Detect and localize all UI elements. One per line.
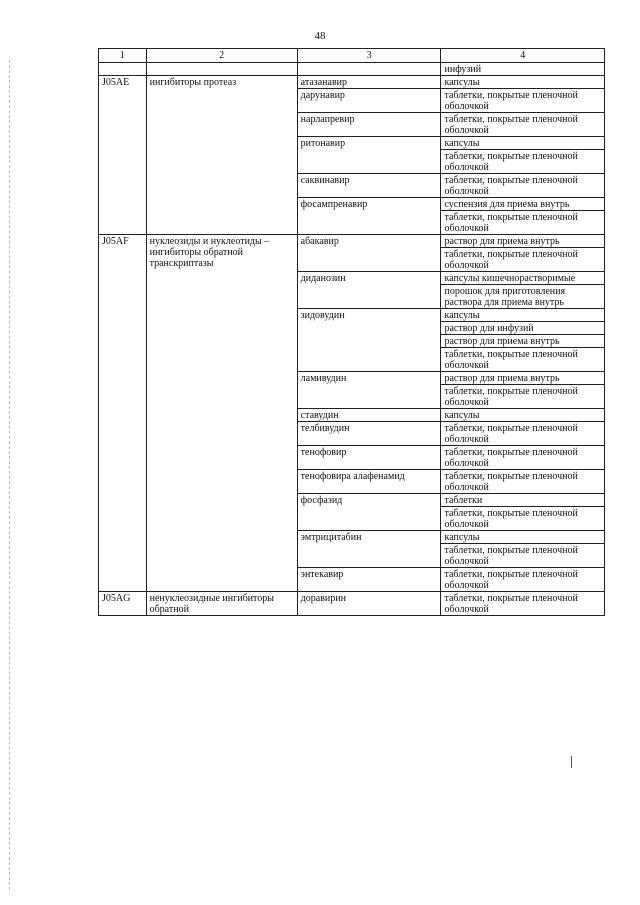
dosage-form-cell: таблетки	[441, 494, 605, 507]
dosage-form-cell: таблетки, покрытые пленочной оболочкой	[441, 174, 605, 198]
drug-name-cell: эмтрицитабин	[297, 531, 441, 568]
dosage-form-cell: раствор для приема внутрь	[441, 335, 605, 348]
dosage-form-cell: таблетки, покрытые пленочной оболочкой	[441, 211, 605, 235]
dosage-form-cell: раствор для приема внутрь	[441, 372, 605, 385]
drug-name-cell: диданозин	[297, 272, 441, 309]
group-name-cell: ненуклеозидные ингибиторы обратной	[146, 592, 297, 616]
dosage-form-cell: таблетки, покрытые пленочной оболочкой	[441, 592, 605, 616]
dosage-form-cell: таблетки, покрытые пленочной оболочкой	[441, 113, 605, 137]
drug-name-cell	[297, 63, 441, 76]
drug-name-cell: ставудин	[297, 409, 441, 422]
dosage-form-cell: инфузий	[441, 63, 605, 76]
dosage-form-cell: таблетки, покрытые пленочной оболочкой	[441, 348, 605, 372]
dosage-form-cell: суспензия для приема внутрь	[441, 198, 605, 211]
dosage-form-cell: таблетки, покрытые пленочной оболочкой	[441, 507, 605, 531]
table-body	[99, 63, 605, 616]
group-name-cell: нуклеозиды и нуклеотиды – ингибиторы обратной транскриптазы	[146, 235, 297, 592]
drug-name-cell: тенофовира алафенамид	[297, 470, 441, 494]
page-number: 48	[314, 30, 326, 42]
atc-code-cell: J05AE	[99, 76, 147, 235]
drug-name-cell: нарлапревир	[297, 113, 441, 137]
dosage-form-cell: таблетки, покрытые пленочной оболочкой	[441, 446, 605, 470]
header-col-3: 3	[297, 49, 441, 63]
table-row	[99, 592, 605, 616]
header-row	[99, 49, 605, 63]
scan-margin-line	[9, 60, 10, 890]
scan-mark	[571, 756, 572, 768]
drug-name-cell: зидовудин	[297, 309, 441, 372]
table-row	[99, 76, 605, 89]
drug-name-cell: ламивудин	[297, 372, 441, 409]
dosage-form-cell: таблетки, покрытые пленочной оболочкой	[441, 150, 605, 174]
atc-code-cell: J05AF	[99, 235, 147, 592]
group-name-cell: ингибиторы протеаз	[146, 76, 297, 235]
dosage-form-cell: таблетки, покрытые пленочной оболочкой	[441, 568, 605, 592]
dosage-form-cell: таблетки, покрытые пленочной оболочкой	[441, 385, 605, 409]
drug-name-cell: абакавир	[297, 235, 441, 272]
dosage-form-cell: капсулы	[441, 531, 605, 544]
drug-name-cell: атазанавир	[297, 76, 441, 89]
drug-name-cell: энтекавир	[297, 568, 441, 592]
dosage-form-cell: капсулы	[441, 309, 605, 322]
table-row	[99, 235, 605, 248]
drug-name-cell: дарунавир	[297, 89, 441, 113]
dosage-form-cell: раствор для приема внутрь	[441, 235, 605, 248]
group-name-cell	[146, 63, 297, 76]
atc-code-cell: J05AG	[99, 592, 147, 616]
dosage-form-cell: капсулы	[441, 76, 605, 89]
drug-name-cell: телбивудин	[297, 422, 441, 446]
dosage-form-cell: таблетки, покрытые пленочной оболочкой	[441, 248, 605, 272]
drug-name-cell: тенофовир	[297, 446, 441, 470]
dosage-form-cell: капсулы кишечнорастворимые	[441, 272, 605, 285]
header-col-1: 1	[99, 49, 147, 63]
dosage-form-cell: таблетки, покрытые пленочной оболочкой	[441, 422, 605, 446]
drug-table	[98, 48, 605, 616]
table-row	[99, 63, 605, 76]
drug-name-cell: фосампренавир	[297, 198, 441, 235]
code-cell	[99, 63, 147, 76]
dosage-form-cell: таблетки, покрытые пленочной оболочкой	[441, 470, 605, 494]
dosage-form-cell: таблетки, покрытые пленочной оболочкой	[441, 89, 605, 113]
header-col-2: 2	[146, 49, 297, 63]
dosage-form-cell: раствор для инфузий	[441, 322, 605, 335]
drug-name-cell: саквинавир	[297, 174, 441, 198]
drug-name-cell: ритонавир	[297, 137, 441, 174]
dosage-form-cell: таблетки, покрытые пленочной оболочкой	[441, 544, 605, 568]
header-col-4: 4	[441, 49, 605, 63]
dosage-form-cell: капсулы	[441, 137, 605, 150]
drug-name-cell: доравирин	[297, 592, 441, 616]
drug-name-cell: фосфазид	[297, 494, 441, 531]
dosage-form-cell: капсулы	[441, 409, 605, 422]
dosage-form-cell: порошок для приготовления раствора для приема внутрь	[441, 285, 605, 309]
